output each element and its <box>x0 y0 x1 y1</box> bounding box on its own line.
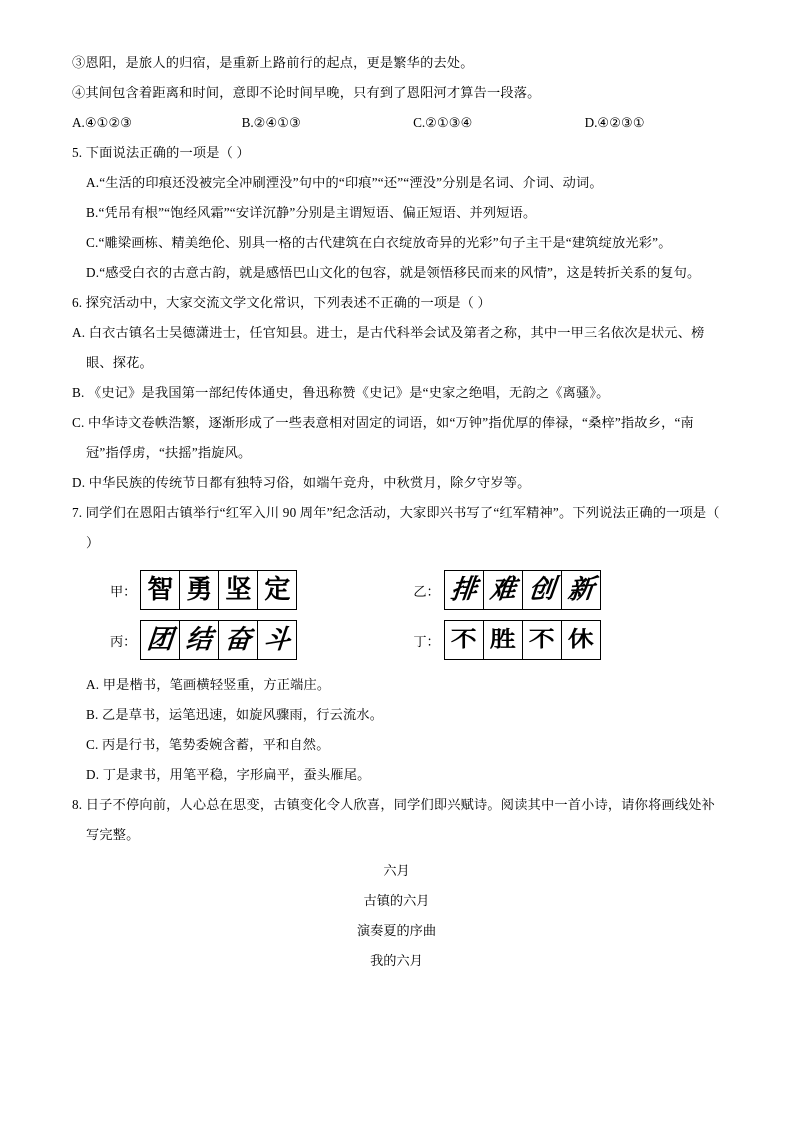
calligraphy-group-yi <box>413 570 600 610</box>
poem-line: 古镇的六月 <box>363 893 430 908</box>
calligraphy-glyph: 排 <box>449 574 479 605</box>
calligraphy-glyph: 不 <box>450 627 477 652</box>
question-6-number: 6. <box>72 295 83 310</box>
poem-block <box>72 856 721 976</box>
calligraphy-glyph: 不 <box>528 627 555 652</box>
calligraphy-glyph: 胜 <box>489 627 516 652</box>
calligraphy-label-ding: 丁： <box>413 633 440 649</box>
intro-line-3: ③恩阳，是旅人的归宿，是重新上路前行的起点，更是繁华的去处。 <box>72 55 474 70</box>
order-options-row <box>72 108 721 138</box>
calligraphy-figure <box>72 570 721 660</box>
question-5 <box>72 138 721 168</box>
question-5-option-c: C.“雕梁画栋、精美绝伦、别具一格的古代建筑在白衣绽放奇异的光彩”句子主干是“建筑绽放光彩”。 <box>86 235 672 250</box>
order-option-d: D.④②③① <box>584 115 645 130</box>
calligraphy-box <box>180 571 219 609</box>
calligraphy-label-jia: 甲： <box>110 583 137 599</box>
question-6 <box>72 288 721 318</box>
question-7-option-a: A. 甲是楷书，笔画横轻竖重，方正端庄。 <box>86 677 331 692</box>
calligraphy-group-ding <box>413 620 600 660</box>
calligraphy-glyph: 勇 <box>186 575 213 604</box>
calligraphy-glyph: 创 <box>527 574 557 605</box>
calligraphy-group-jia <box>110 570 297 610</box>
question-7-stem: 同学们在恩阳古镇举行“红军入川 90 周年”纪念活动，大家即兴书写了“红军精神”。下列说法正确的一项是（ ） <box>85 505 720 550</box>
calligraphy-glyph: 新 <box>566 574 596 605</box>
order-option-c: C.②①③④ <box>413 115 473 130</box>
calligraphy-label-bing: 丙： <box>110 633 137 649</box>
calligraphy-box <box>445 621 484 659</box>
question-5-option-d: D.“感受白衣的古意古韵，就是感悟巴山文化的包容，就是领悟移民而来的风情”，这是转折关系的复句。 <box>86 265 701 280</box>
calligraphy-group-bing <box>110 620 297 660</box>
calligraphy-boxes-jia <box>140 570 297 610</box>
calligraphy-box <box>523 621 562 659</box>
question-6-option-c: C. 中华诗文卷帙浩繁，逐渐形成了一些表意相对固定的词语，如“万钟”指优厚的俸禄，“桑梓”指故乡，“南冠”指俘虏，“扶摇”指旋风。 <box>72 415 694 460</box>
question-7-option-c: C. 丙是行书，笔势委婉含蓄，平和自然。 <box>86 737 330 752</box>
question-8 <box>72 790 721 850</box>
calligraphy-box <box>258 621 296 659</box>
calligraphy-row-bottom <box>72 620 721 660</box>
question-6-option-a: A. 白衣古镇名士吴德潇进士，任官知县。进士，是古代科举会试及第者之称，其中一甲三名依次是状元、榜眼、探花。 <box>72 325 705 370</box>
question-7 <box>72 498 721 558</box>
calligraphy-glyph: 智 <box>147 575 174 604</box>
intro-line-4: ④其间包含着距离和时间，意即不论时间早晚，只有到了恩阳河才算告一段落。 <box>72 85 541 100</box>
poem-line: 我的六月 <box>370 953 423 968</box>
order-option-b: B.②④①③ <box>241 115 301 130</box>
calligraphy-label-yi: 乙： <box>413 583 440 599</box>
calligraphy-box <box>219 621 258 659</box>
calligraphy-glyph: 休 <box>567 627 594 652</box>
order-option-a: A.④①②③ <box>72 115 133 130</box>
question-8-number: 8. <box>72 797 83 812</box>
calligraphy-glyph: 难 <box>488 574 518 605</box>
calligraphy-row-top <box>72 570 721 610</box>
calligraphy-box <box>484 621 523 659</box>
calligraphy-box <box>484 571 523 609</box>
calligraphy-glyph: 斗 <box>263 625 292 654</box>
question-6-stem: 探究活动中，大家交流文学文化常识，下列表述不正确的一项是（ ） <box>85 295 491 310</box>
calligraphy-glyph: 团 <box>146 625 175 654</box>
calligraphy-glyph: 坚 <box>225 575 252 604</box>
question-8-stem: 日子不停向前，人心总在思变，古镇变化令人欣喜，同学们即兴赋诗。阅读其中一首小诗，请你将画线处补写完整。 <box>85 797 716 842</box>
calligraphy-box <box>180 621 219 659</box>
question-7-number: 7. <box>72 505 83 520</box>
calligraphy-box <box>523 571 562 609</box>
question-7-option-d: D. 丁是隶书，用笔平稳，字形扁平，蚕头雁尾。 <box>86 767 371 782</box>
calligraphy-box <box>141 571 180 609</box>
question-5-stem: 下面说法正确的一项是（ ） <box>85 145 250 160</box>
poem-line: 演奏夏的序曲 <box>356 923 437 938</box>
question-5-option-b: B.“凭吊有根”“饱经风霜”“安详沉静”分别是主谓短语、偏正短语、并列短语。 <box>86 205 537 220</box>
calligraphy-glyph: 结 <box>185 625 214 654</box>
calligraphy-box <box>258 571 296 609</box>
calligraphy-box <box>562 571 600 609</box>
question-5-option-a: A.“生活的印痕还没被完全冲刷湮没”句中的“印痕”“还”“湮没”分别是名词、介词、动词。 <box>86 175 603 190</box>
question-6-option-b: B. 《史记》是我国第一部纪传体通史，鲁迅称赞《史记》是“史家之绝唱，无韵之《离骚》。 <box>72 385 610 400</box>
question-6-option-d: D. 中华民族的传统节日都有独特习俗，如端午竞舟，中秋赏月，除夕守岁等。 <box>72 475 531 490</box>
question-5-number: 5. <box>72 145 83 160</box>
calligraphy-glyph: 奋 <box>224 625 253 654</box>
calligraphy-box <box>219 571 258 609</box>
question-7-option-b: B. 乙是草书，运笔迅速，如旋风骤雨，行云流水。 <box>86 707 384 722</box>
calligraphy-box <box>445 571 484 609</box>
calligraphy-glyph: 定 <box>264 575 291 604</box>
calligraphy-boxes-yi <box>444 570 601 610</box>
calligraphy-boxes-bing <box>140 620 297 660</box>
calligraphy-boxes-ding <box>444 620 601 660</box>
calligraphy-box <box>141 621 180 659</box>
calligraphy-box <box>562 621 600 659</box>
poem-title: 六月 <box>383 863 410 878</box>
